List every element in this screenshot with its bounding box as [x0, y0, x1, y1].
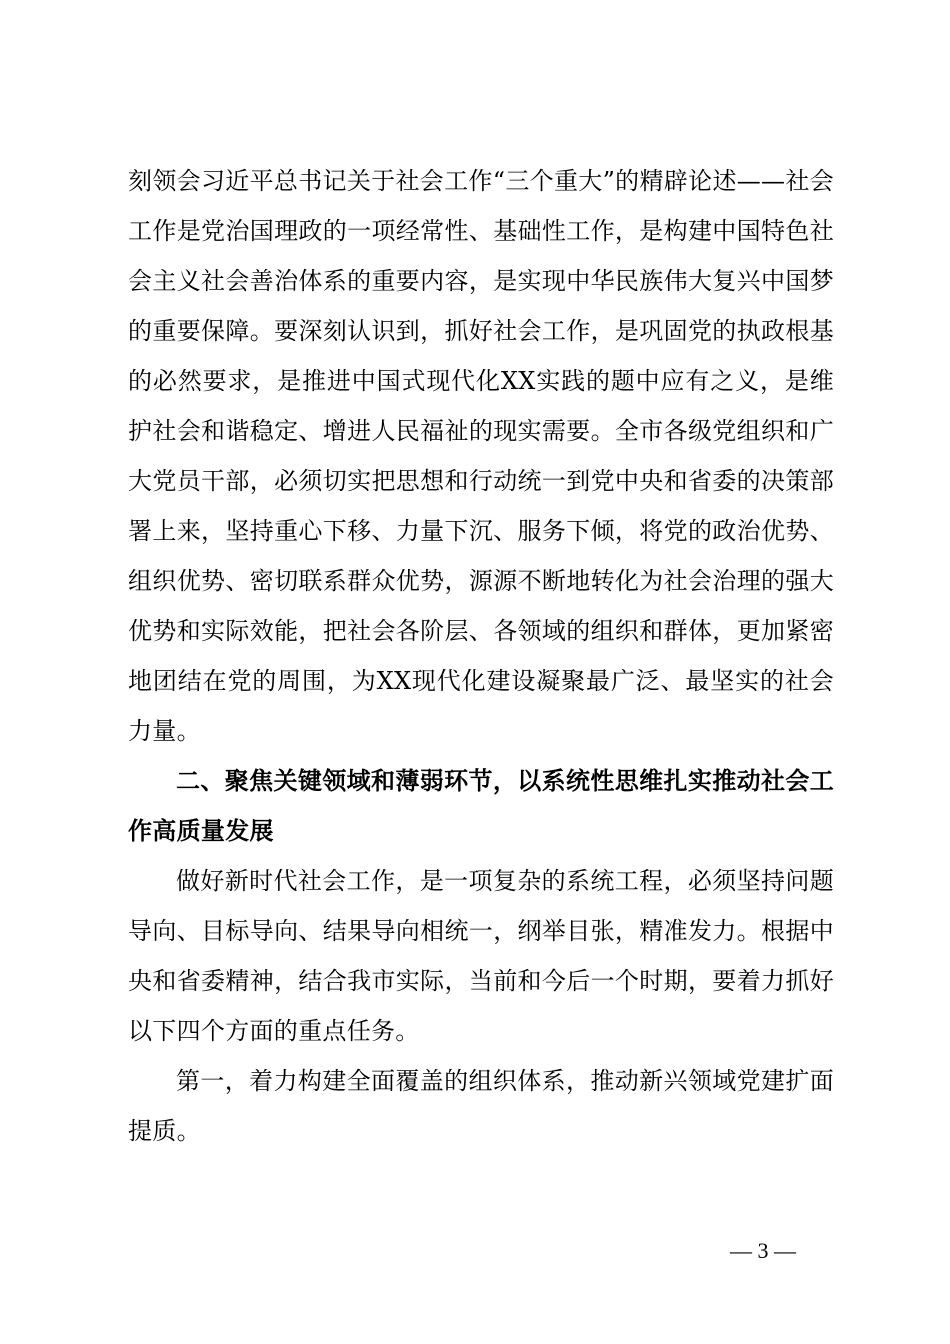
paragraph-first-task: 第一，着力构建全面覆盖的组织体系，推动新兴领域党建扩面提质。: [128, 1067, 834, 1145]
paragraph-continuation: 刻领会习近平总书记关于社会工作“三个重大”的精辟论述——社会工作是党治国理政的一项经常性、基础性工作，是构建中国特色社会主义社会善治体系的重要内容，是实现中华民族伟大复兴中国梦的重要保障。要深刻认识到，抓好社会工作，是巩固党的执政根基的必然要求，是推进中国式现代化XX实践的题中应有之义，是维护社会和谐稳定、增进人民福祉的现实需要。全市各级党组织和广大党员干部，必须切实把思想和行动统一到党中央和省委的决策部署上来，坚持重心下移、力量下沉、服务下倾，将党的政治优势、组织优势、密切联系群众优势，源源不断地转化为社会治理的强大优势和实际效能，把社会各阶层、各领域的组织和群体，更加紧密地团结在党的周围，为XX现代化建设凝聚最广泛、最坚实的社会力量。: [128, 167, 834, 745]
page-number: — 3 —: [730, 1238, 796, 1263]
paragraph-intro: 做好新时代社会工作，是一项复杂的系统工程，必须坚持问题导向、目标导向、结果导向相统一，纲举目张，精准发力。根据中央和省委精神，结合我市实际，当前和今后一个时期，要着力抓好以下四个方面的重点任务。: [128, 867, 834, 1045]
body-text: [128, 156, 834, 1156]
section-heading: 二、聚焦关键领域和薄弱环节，以系统性思维扎实推动社会工作高质量发展: [128, 767, 834, 845]
